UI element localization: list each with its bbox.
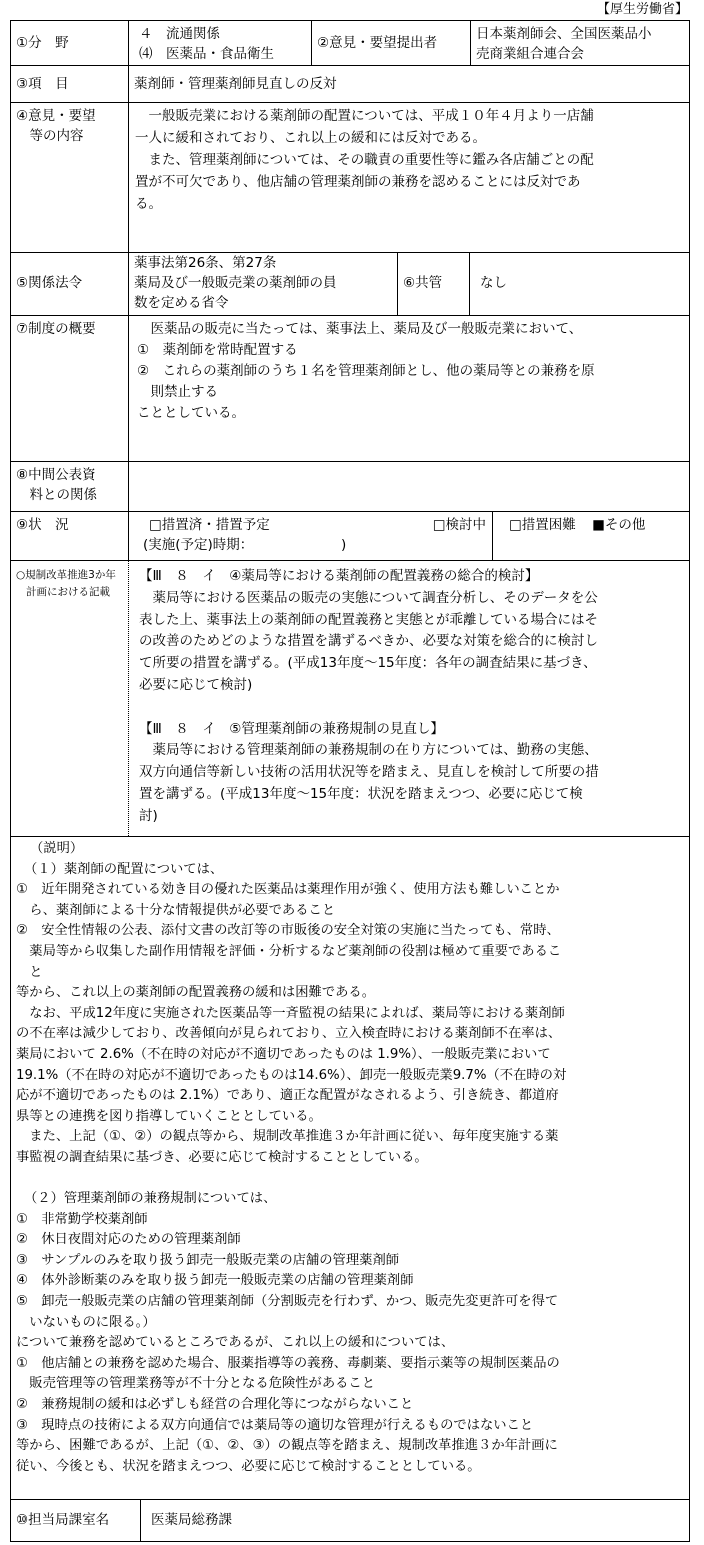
- plan-line: て所要の措置を講ずる。(平成13年度～15年度：各年の調査結果に基づき、: [139, 655, 597, 672]
- status-under-review: □検討中: [432, 517, 486, 533]
- plan-line: [139, 697, 684, 719]
- opinion-line: 一般販売業における薬剤師の配置については、平成１０年４月より一店舗: [135, 108, 594, 124]
- status-timing: (実施(予定)時期： ): [143, 537, 347, 553]
- status-other: [493, 512, 689, 560]
- request-form-table: [10, 20, 690, 1542]
- explanation-line: と: [16, 964, 43, 980]
- row-opinion: [11, 103, 689, 253]
- interim-value: [129, 462, 689, 511]
- explanation-line: ① 近年開発されている効き目の優れた医薬品は薬理作用が強く、使用方法も難しいことか: [16, 882, 560, 898]
- plan-line: 【Ⅲ ８ イ ⑤管理薬剤師の兼務規制の見直し】: [139, 720, 444, 737]
- explanation-line: の不在率は減少しており、改善傾向が見られており、立入検査時における薬剤師不在率は、: [16, 1026, 562, 1042]
- row-field: [11, 21, 689, 66]
- plan-label-line: ○規制改革推進3か年: [16, 569, 116, 581]
- explanation-line: [16, 1169, 684, 1190]
- system-line: こととしている。: [137, 405, 245, 421]
- explanation-line: 事監視の調査結果に基づき、必要に応じて検討することとしている。: [16, 1149, 428, 1165]
- item-value: 薬剤師・管理薬剤師見直しの反対: [134, 76, 337, 92]
- field-line: ⑷ 医薬品・食品衛生: [139, 46, 274, 62]
- explanation-line: また、上記（①、②）の観点等から、規制改革推進３か年計画に従い、毎年度実施する薬: [16, 1129, 559, 1145]
- plan-line: 双方向通信等新しい技術の活用状況等を踏まえ、見直しを検討して所要の措: [139, 764, 599, 781]
- explanation-line: 等から、困難であるが、上記（①、②、③）の観点等を踏まえ、規制改革推進３か年計画に: [16, 1438, 558, 1454]
- status-other-checked: ■その他: [592, 517, 646, 533]
- item-label: ③項 目: [11, 66, 129, 102]
- row-department: [11, 1500, 689, 1541]
- explanation-line: ④ 体外診断薬のみを取り扱う卸売一般販売業の店舗の管理薬剤師: [16, 1273, 414, 1289]
- law-line: 薬局及び一般販売業の薬剤師の員: [134, 275, 337, 291]
- system-line: 則禁止する: [137, 384, 218, 400]
- plan-line: 薬局等における管理薬剤師の兼務規制の在り方については、勤務の実態、: [139, 742, 598, 759]
- explanation-line: ③ サンプルのみを取り扱う卸売一般販売業の店舗の管理薬剤師: [16, 1252, 400, 1268]
- opinion-label-line: ④意見・要望: [16, 108, 96, 124]
- explanation-line: 販売管理等の管理業務等が不十分となる危険性があること: [16, 1376, 376, 1392]
- explanation-line: ら、薬剤師による十分な情報提供が必要であること: [16, 902, 336, 918]
- explanation-line: なお、平成12年度に実施された医薬品等一斉監視の結果によれば、薬局等における薬剤師: [16, 1005, 565, 1021]
- explanation-line: 応が不適切であったものは 2.1%）であり、適正な配置がなされるよう、引き続き、都道府: [16, 1088, 559, 1104]
- law-line: 数を定める省令: [134, 295, 229, 311]
- status-label: ⑨状 況: [11, 512, 129, 560]
- explanation-text: [11, 837, 689, 1499]
- explanation-line: ② 兼務規制の緩和は必ずしも経営の合理化等につながらないこと: [16, 1397, 414, 1413]
- plan-line: 置を講ずる。(平成13年度～15年度：状況を踏まえつつ、必要に応じて検: [139, 785, 583, 802]
- plan-line: 必要に応じて検討): [139, 676, 253, 693]
- interim-label: [11, 462, 129, 511]
- plan-line: 【Ⅲ ８ イ ④薬局等における薬剤師の配置義務の総合的検討】: [139, 568, 539, 584]
- explanation-line: 等から、これ以上の薬剤師の配置義務の緩和は困難である。: [16, 985, 376, 1001]
- explanation-line: ⑤ 卸売一般販売業の店舗の管理薬剤師（分割販売を行わず、かつ、販売先変更許可を得て: [16, 1294, 559, 1310]
- plan-label-line: 計画における記載: [26, 586, 110, 598]
- opinion-line: る。: [135, 196, 162, 212]
- explanation-line: について兼務を認めているところであるが、これ以上の緩和については、: [16, 1335, 455, 1351]
- row-explanation: [11, 837, 689, 1500]
- explanation-line: ② 休日夜間対応のための管理薬剤師: [16, 1232, 241, 1248]
- explanation-line: ① 他店舗との兼務を認めた場合、服薬指導等の義務、毒劇薬、要指示薬等の規制医薬品の: [16, 1355, 560, 1371]
- plan-line: 表した上、薬事法上の薬剤師の配置義務と実態とが乖離している場合にはそ: [139, 611, 598, 628]
- field-line: ４ 流通関係: [139, 26, 220, 42]
- field-value: [129, 21, 312, 65]
- status-measure-done: □措置済・措置予定: [149, 517, 270, 533]
- interim-label-line: ⑧中間公表資: [16, 467, 96, 483]
- opinion-line: 一人に緩和されており、これ以上の緩和には反対である。: [135, 130, 486, 146]
- explanation-line: いないものに限る。）: [16, 1314, 156, 1330]
- system-line: 医薬品の販売に当たっては、薬事法上、薬局及び一般販売業において、: [137, 321, 583, 337]
- system-line: ① 薬剤師を常時配置する: [137, 342, 298, 358]
- explanation-line: 19.1%（不在時の対応が不適切であったものは14.6%）、卸売一般販売業9.7%（不在時の対: [16, 1067, 567, 1083]
- interim-label-line: 料との関係: [16, 487, 97, 503]
- jurisdiction-label: ⑥共管: [398, 253, 470, 315]
- system-text: [129, 316, 689, 461]
- department-value: 医薬局総務課: [151, 1512, 232, 1528]
- law-line: 薬事法第26条、第27条: [134, 255, 277, 271]
- status-measure: [129, 512, 493, 560]
- explanation-line: （２）管理薬剤師の兼務規制については、: [24, 1191, 277, 1207]
- plan-line: 薬局等における医薬品の販売の実態について調査分析し、そのデータを公: [139, 589, 598, 606]
- explanation-line: 従い、今後とも、状況を踏まえつつ、必要に応じて検討することとしている。: [16, 1458, 481, 1474]
- row-status: [11, 512, 689, 561]
- opinion-line: また、管理薬剤師については、その職責の重要性等に鑑み各店舗ごとの配: [135, 152, 594, 168]
- row-system: [11, 316, 689, 462]
- explanation-line: 県等との連携を図り指導していくこととしている。: [16, 1108, 322, 1124]
- row-plan: [11, 561, 689, 837]
- submitter-line: 売商業組合連合会: [476, 46, 584, 62]
- submitter-value: [471, 21, 689, 65]
- opinion-line: 置が不可欠であり、他店舗の管理薬剤師の兼務を認めることには反対であ: [135, 174, 581, 190]
- plan-text: [129, 561, 689, 836]
- opinion-text: [129, 103, 689, 252]
- row-laws: [11, 253, 689, 316]
- explanation-line: 薬局等から収集した副作用情報を評価・分析するなど薬剤師の役割は極めて重要であるこ: [16, 943, 562, 959]
- row-interim: [11, 462, 689, 512]
- plan-line: 討): [139, 807, 158, 824]
- ministry-label: 【厚生労働省】: [596, 2, 688, 17]
- opinion-label: [11, 103, 129, 252]
- system-label: ⑦制度の概要: [11, 316, 129, 461]
- laws-label: ⑤関係法令: [11, 253, 129, 315]
- explanation-line: ① 非常勤学校薬剤師: [16, 1211, 148, 1227]
- department-label: ⑩担当局課室名: [11, 1500, 141, 1541]
- submitter-label: ②意見・要望提出者: [312, 21, 471, 65]
- explanation-line: ③ 現時点の技術による双方向通信では薬局等の適切な管理が行えるものではないこと: [16, 1417, 534, 1433]
- submitter-line: 日本薬剤師会、全国医薬品小: [476, 26, 652, 42]
- plan-label: [11, 561, 129, 836]
- explanation-line: 薬局において 2.6%（不在時の対応が不適切であったものは 1.9%）、一般販売業において: [16, 1046, 551, 1062]
- plan-line: の改善のためどのような措置を講ずるべきか、必要な対策を総合的に検討し: [139, 633, 598, 650]
- explanation-line: （１）薬剤師の配置については、: [24, 861, 224, 877]
- system-line: ② これらの薬剤師のうち１名を管理薬剤師とし、他の薬局等との兼務を原: [137, 363, 595, 379]
- explanation-line: （説明）: [30, 841, 84, 856]
- laws-value: [129, 253, 398, 315]
- explanation-line: ② 安全性情報の公表、添付文書の改訂等の市販後の安全対策の実施に当たっても、常時、: [16, 923, 560, 939]
- row-item: [11, 66, 689, 103]
- jurisdiction-value: なし: [480, 275, 507, 291]
- opinion-label-line: 等の内容: [16, 128, 84, 144]
- field-label: ①分 野: [11, 21, 129, 65]
- status-difficult: □措置困難: [509, 517, 576, 533]
